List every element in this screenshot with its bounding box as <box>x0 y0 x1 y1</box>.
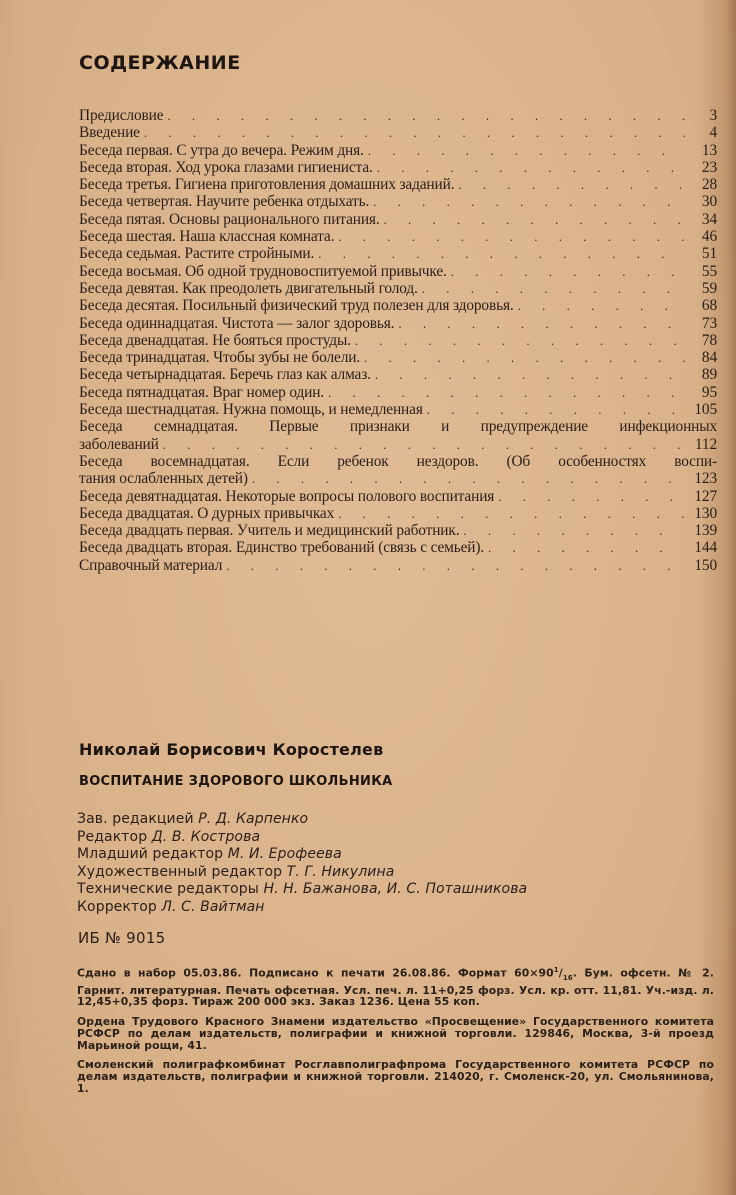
production-text-a: Сдано в набор 05.03.86. Подписано к печати 26.08.86. Формат 60×90 <box>77 966 554 980</box>
toc-entry-title: Беседа тринадцатая. Чтобы зубы не болели. <box>79 349 361 367</box>
leader-dots <box>498 488 685 505</box>
toc-entry-title: Справочный материал <box>79 556 223 574</box>
toc-entry-page: 51 <box>701 245 717 263</box>
book-title: ВОСПИТАНИЕ ЗДОРОВОГО ШКОЛЬНИКА <box>79 774 393 789</box>
toc-entry-title: Беседа четвертая. Научите ребенка отдыхать. <box>79 193 370 211</box>
toc-entry-title: Беседа двадцать первая. Учитель и медицинский работник. <box>79 522 460 540</box>
credit-name: М. И. Ерофеева <box>227 846 342 862</box>
leader-dots <box>488 539 685 556</box>
leader-dots <box>364 349 685 366</box>
toc-entry <box>79 366 717 383</box>
leader-dots <box>355 332 685 349</box>
toc-entry-page: 84 <box>701 349 717 367</box>
credit-row <box>77 829 527 847</box>
production-details: Сдано в набор 05.03.86. Подписано к печати 26.08.86. Формат $60\times 90^1/_{16}$. Бум. офсетн. № 2. Гарнит. литературная. Печать офсетная. Усл. печ. л. 11+0,25 форз. Усл. кр. отт. 11,81. Уч.-изд. л. 12,45+0,35 форз. Тираж 200 000 экз. Заказ 1236. Цена 55 коп. <box>77 966 714 1009</box>
toc-entry-title: Беседа первая. С утра до вечера. Режим дня. <box>79 141 364 159</box>
toc-entry <box>79 193 717 210</box>
toc-entry-line1 <box>79 418 717 435</box>
toc-entry-page: 139 <box>694 522 717 540</box>
toc-entry-page: 95 <box>701 383 717 401</box>
toc-entry-page: 130 <box>694 504 717 522</box>
toc-entry-title: Беседа двенадцатая. Не бояться простуды. <box>79 331 351 349</box>
leader-dots <box>458 176 685 193</box>
credit-name: Р. Д. Карпенко <box>198 811 309 827</box>
credit-role: Редактор <box>77 828 148 845</box>
toc-entry <box>79 488 717 505</box>
toc-entry-title: Предисловие <box>79 107 164 124</box>
toc-entry-page: 55 <box>701 262 717 280</box>
printer-details: Смоленский полиграфкомбинат Росглавполиграфпрома Государственного комитета РСФСР по делам издательств, полиграфии и книжной торговли. 214020, г. Смоленск-20, ул. Смольянинова, 1. <box>77 1058 714 1095</box>
toc-entry <box>79 436 717 453</box>
toc-entry-title: Беседа шестая. Наша классная комната. <box>79 228 335 246</box>
toc-entry-title: Беседа девятая. Как преодолеть двигательный голод. <box>79 279 418 297</box>
leader-dots <box>451 263 685 280</box>
leader-dots <box>226 557 685 574</box>
production-text-b: . Бум. офсетн. № 2. Гарнит. литературная. Печать офсетная. Усл. печ. л. 11+0,25 форз. Усл. кр. отт. 11,81. Уч.-изд. л. 12,45+0,35 форз. Тираж 200 000 экз. Заказ 1236. Цена 55 коп. <box>77 966 714 1009</box>
credit-role: Зав. редакцией <box>77 811 194 827</box>
imprint-printer <box>77 1059 714 1094</box>
credit-role: Технические редакторы <box>77 881 259 897</box>
credit-name: Л. С. Вайтман <box>161 898 265 915</box>
toc-entry <box>79 522 717 539</box>
toc-entry <box>79 124 717 141</box>
toc-entry-page: 30 <box>701 193 717 211</box>
toc-heading: СОДЕРЖАНИЕ <box>79 52 241 74</box>
toc-entry <box>79 505 717 522</box>
toc-entry <box>79 315 717 332</box>
toc-entry-page: 23 <box>701 158 717 176</box>
toc-entry-page: 13 <box>701 141 717 159</box>
leader-dots <box>338 228 685 245</box>
credit-row <box>77 899 527 917</box>
toc-entry-page: 78 <box>701 331 717 349</box>
toc-entry <box>79 401 717 418</box>
leader-dots <box>368 142 685 159</box>
toc-entry-page: 112 <box>694 435 717 453</box>
credit-role: Младший редактор <box>77 846 224 862</box>
toc-entry-title: Беседа третья. Гигиена приготовления домашних заданий. <box>79 176 455 194</box>
credit-row <box>77 846 527 864</box>
toc-entry-title: Беседа восьмая. Об одной трудновоспитуемой привычке. <box>79 262 447 280</box>
toc-entry-line1 <box>79 453 717 470</box>
toc-entry-page: 89 <box>701 366 717 384</box>
toc-entry-title: тания ослабленных детей) <box>79 470 248 488</box>
toc-entry-page: 105 <box>694 401 717 419</box>
toc-entry-title: Беседа четырнадцатая. Беречь глаз как алмаз. <box>79 366 371 384</box>
toc-entry-title-line1: Беседа семнадцатая. Первые признаки и предупреждение инфекционных <box>79 418 717 436</box>
toc-entry-title: Беседа одиннадцатая. Чистота — залог здоровья. <box>79 314 395 332</box>
format-numerator: 1 <box>553 966 559 974</box>
toc-entry-page: 123 <box>694 470 717 488</box>
credit-role: Корректор <box>77 898 157 915</box>
toc-entry <box>79 245 717 262</box>
credits-list <box>77 811 527 916</box>
leader-dots <box>167 107 685 124</box>
credit-row <box>77 811 527 829</box>
leader-dots <box>518 297 685 314</box>
toc-entry <box>79 470 717 487</box>
toc-entry <box>79 211 717 228</box>
toc-entry-title: Беседа двадцатая. О дурных привычках <box>79 504 335 522</box>
format-denominator: 16 <box>562 973 573 982</box>
leader-dots <box>328 384 685 401</box>
credit-row <box>77 881 527 899</box>
toc-entry <box>79 107 717 124</box>
leader-dots <box>252 470 685 487</box>
toc-entry-title: Беседа десятая. Посильный физический труд полезен для здоровья. <box>79 297 514 315</box>
publisher-details: Ордена Трудового Красного Знамени издательство «Просвещение» Государственного комитета РСФСР по делам издательств, полиграфии и книжной торговли. 129846, Москва, 3-й проезд Марьиной рощи, 41. <box>77 1015 714 1052</box>
leader-dots <box>398 315 685 332</box>
leader-dots <box>338 505 685 522</box>
toc-entry-page: 34 <box>701 210 717 228</box>
toc-entry <box>79 539 717 556</box>
toc-entry-page: 144 <box>694 539 717 557</box>
toc-entry-page: 3 <box>709 107 717 124</box>
leader-dots <box>463 522 685 539</box>
toc-entry <box>79 280 717 297</box>
toc-entry <box>79 384 717 401</box>
ib-number: ИБ № 9015 <box>78 929 166 947</box>
table-of-contents <box>79 107 717 574</box>
toc-entry-page: 127 <box>694 487 717 505</box>
imprint-production <box>77 965 714 1008</box>
leader-dots <box>163 436 685 453</box>
toc-entry-page: 46 <box>701 228 717 246</box>
toc-entry-page: 4 <box>709 124 717 142</box>
leader-dots <box>427 401 685 418</box>
toc-entry <box>79 297 717 314</box>
leader-dots <box>373 193 685 210</box>
leader-dots <box>377 159 685 176</box>
credit-row <box>77 864 527 882</box>
toc-entry-title: Беседа двадцать вторая. Единство требований (связь с семьей). <box>79 539 485 557</box>
toc-entry <box>79 557 717 574</box>
imprint-publisher <box>77 1016 714 1051</box>
toc-entry-page: 68 <box>701 297 717 315</box>
toc-entry <box>79 142 717 159</box>
credit-name: Д. В. Кострова <box>151 828 261 845</box>
leader-dots <box>375 366 685 383</box>
toc-entry-title-line1: Беседа восемнадцатая. Если ребенок нездоров. (Об особенностях воспи- <box>79 452 717 470</box>
toc-entry <box>79 349 717 366</box>
toc-entry-title: заболеваний <box>79 435 159 453</box>
toc-entry-page: 28 <box>701 176 717 194</box>
toc-entry-title: Введение <box>79 124 140 142</box>
toc-entry <box>79 332 717 349</box>
credit-name: Т. Г. Никулина <box>286 863 395 880</box>
leader-dots <box>144 124 685 141</box>
toc-entry <box>79 263 717 280</box>
toc-entry-title: Беседа пятнадцатая. Враг номер один. <box>79 383 325 401</box>
credit-name: Н. Н. Бажанова, И. С. Поташникова <box>263 881 528 897</box>
credit-role: Художественный редактор <box>77 863 283 880</box>
toc-entry-page: 150 <box>694 556 717 574</box>
leader-dots <box>422 280 685 297</box>
toc-entry-title: Беседа шестнадцатая. Нужна помощь, и немедленная <box>79 401 423 419</box>
leader-dots <box>318 245 685 262</box>
toc-entry-page: 59 <box>701 279 717 297</box>
toc-entry-title: Беседа девятнадцатая. Некоторые вопросы полового воспитания <box>79 487 495 505</box>
author-name: Николай Борисович Коростелев <box>79 740 384 759</box>
leader-dots <box>384 211 685 228</box>
toc-entry-title: Беседа вторая. Ход урока глазами гигиениста. <box>79 158 373 176</box>
toc-entry <box>79 176 717 193</box>
toc-entry-title: Беседа седьмая. Растите стройными. <box>79 245 315 263</box>
toc-entry <box>79 228 717 245</box>
toc-entry-title: Беседа пятая. Основы рационального питания. <box>79 210 380 228</box>
toc-entry-page: 73 <box>701 314 717 332</box>
toc-entry <box>79 159 717 176</box>
